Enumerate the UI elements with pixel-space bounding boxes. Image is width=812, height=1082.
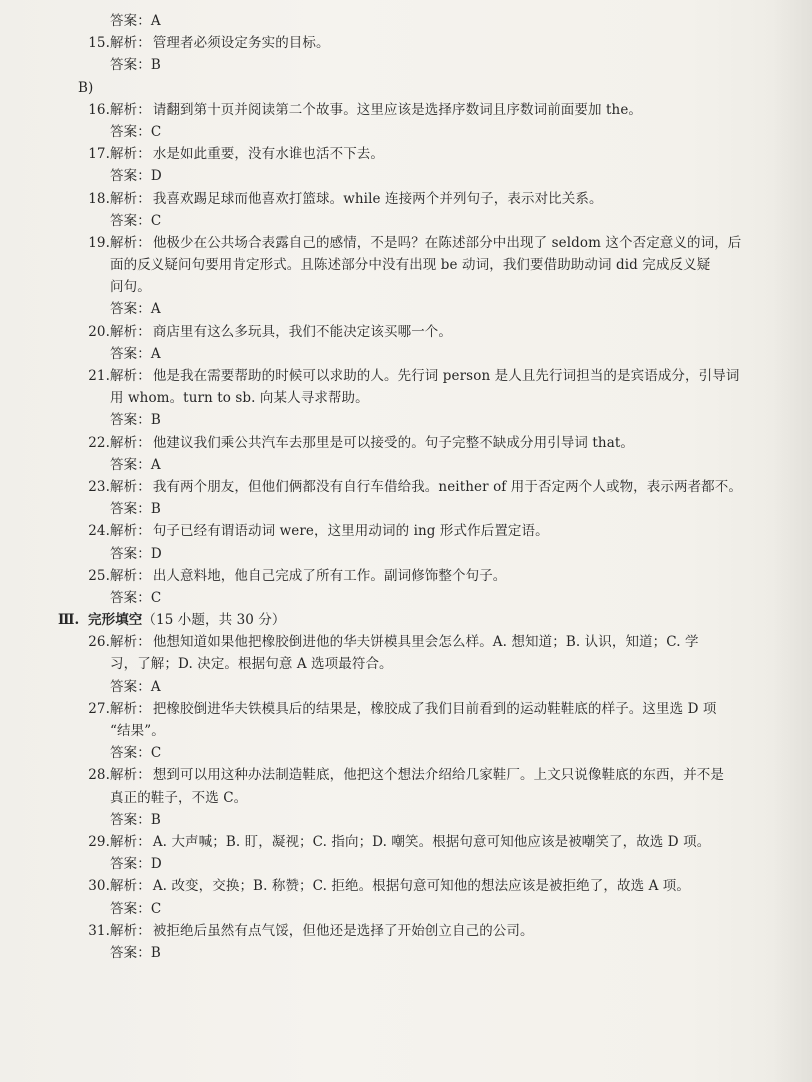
answer-value: A [150,301,161,318]
explanation-continuation [58,720,786,742]
explanation-label: 解析： [110,922,151,939]
explanation-continuation [58,787,786,809]
item-number: 30. [88,878,110,895]
explanation-line [58,631,786,653]
explanation-text: 把橡胶倒进华夫铁模具后的结果是，橡胶成了我们目前看到的运动鞋鞋底的样子。这里选 D 项 [152,700,717,717]
explanation-text: 请翻到第十页并阅读第二个故事。这里应该是选择序数词且序数词前面要加 the。 [152,101,643,118]
answer-line [58,409,786,431]
answer-label: 答案： [110,212,151,229]
answer-value: D [150,168,162,185]
explanation-text: 他极少在公共场合表露自己的感情，不是吗？在陈述部分中出现了 seldom 这个否定意义的词，后 [152,234,742,251]
explanation-line [58,920,786,942]
explanation-line [58,831,786,853]
answer-label: 答案： [110,123,151,140]
answer-label: 答案： [110,944,151,961]
answer-label: 答案： [110,57,151,74]
explanation-label: 解析： [110,634,151,651]
answer-line [58,587,786,609]
explanation-text: 他建议我们乘公共汽车去那里是可以接受的。句子完整不缺成分用引导词 that。 [152,434,634,451]
explanation-line [58,188,786,210]
explanation-text: A. 大声喊；B. 盯，凝视；C. 指向；D. 嘲笑。根据句意可知他应该是被嘲笑了，故选 D 项。 [152,833,711,850]
item-number: 24. [88,523,110,540]
answer-value: D [150,545,162,562]
answer-line [58,676,786,698]
item-number: 17. [88,146,110,163]
answer-label: 答案： [110,456,151,473]
answer-line [58,298,786,320]
continuation-text: 用 whom。turn to sb. 向某人寻求帮助。 [110,390,369,407]
continuation-text: 问句。 [110,279,151,296]
explanation-label: 解析： [110,35,151,52]
answer-label: 答案： [110,856,151,873]
answer-line [58,942,786,964]
explanation-label: 解析： [110,700,151,717]
explanation-label: 解析： [110,190,151,207]
explanation-continuation [58,276,786,298]
answer-value: B [150,57,161,74]
answer-label: 答案： [110,501,151,518]
explanation-label: 解析： [110,434,151,451]
explanation-text: 出人意料地，他自己完成了所有工作。副词修饰整个句子。 [152,567,507,584]
explanation-label: 解析： [110,368,151,384]
section-meta: （15 小题，共 30 分） [142,612,286,629]
item-number: 20. [88,323,110,340]
explanation-text: 他是我在需要帮助的时候可以求助的人。先行词 person 是人且先行词担当的是宾语成分，引导词 [152,368,740,384]
explanation-text: 我有两个朋友，但他们俩都没有自行车借给我。neither of 用于否定两个人或物，表示两者都不。 [152,478,742,495]
answer-line [58,853,786,875]
explanation-label: 解析： [110,523,151,540]
answer-line [58,454,786,476]
explanation-label: 解析： [110,833,151,850]
explanation-text: A. 改变，交换；B. 称赞；C. 拒绝。根据句意可知他的想法应该是被拒绝了，故选 A 项。 [152,878,691,895]
explanation-label: 解析： [110,567,151,584]
continuation-text: 习，了解；D. 决定。根据句意 A 选项最符合。 [110,656,393,673]
item-number: 19. [88,234,110,251]
item-number: 15. [88,35,110,52]
explanation-label: 解析： [110,146,151,163]
page-edge-shadow [772,0,812,1082]
item-number: 23. [88,478,110,495]
answer-value: A [150,345,161,362]
explanation-line [58,232,786,254]
explanation-continuation [58,653,786,675]
explanation-line [58,143,786,165]
explanation-text: 他想知道如果他把橡胶倒进他的华夫饼模具里会怎么样。A. 想知道；B. 认识，知道；C. 学 [152,634,699,651]
answer-line [58,10,786,32]
answer-value: C [150,123,162,140]
explanation-text: 管理者必须设定务实的目标。 [152,35,330,52]
explanation-text: 想到可以用这种办法制造鞋底，他把这个想法介绍给几家鞋厂。上文只说像鞋底的东西，并不是 [152,767,725,784]
explanation-line [58,698,786,720]
explanation-line [58,476,786,498]
answer-label: 答案： [110,301,151,318]
continuation-text: 真正的鞋子，不选 C。 [110,789,248,806]
answer-line [58,898,786,920]
answer-value: A [150,13,161,29]
section-number: Ⅲ. [58,612,80,629]
answer-label: 答案： [110,745,151,762]
answer-label: 答案： [110,811,151,828]
explanation-text: 水是如此重要，没有水谁也活不下去。 [152,146,385,163]
explanation-label: 解析： [110,101,151,118]
answer-line [58,809,786,831]
section-title: 完形填空 [88,612,143,629]
answer-value: B [150,811,161,828]
item-number: 29. [88,833,110,850]
answer-line [58,543,786,565]
item-number: 31. [88,922,110,939]
answer-line [58,210,786,232]
answer-value: C [150,745,162,762]
item-number: 27. [88,700,110,717]
answer-label: 答案： [110,589,151,606]
answer-line [58,742,786,764]
answer-line [58,121,786,143]
explanation-text: 商店里有这么多玩具，我们不能决定该买哪一个。 [152,323,453,340]
explanation-line [58,99,786,121]
answer-value: C [150,900,162,917]
answer-line [58,165,786,187]
answer-value: A [150,456,161,473]
explanation-continuation [58,387,786,409]
answer-value: B [150,944,161,961]
explanation-line [58,321,786,343]
section-heading [58,609,786,631]
explanation-line [58,875,786,897]
answer-line [58,498,786,520]
answer-label: 答案： [110,545,151,562]
explanation-continuation [58,254,786,276]
explanation-text: 句子已经有谓语动词 were，这里用动词的 ing 形式作后置定语。 [152,523,549,540]
explanation-label: 解析： [110,878,151,895]
answer-line [58,54,786,76]
answer-label: 答案： [110,168,151,185]
answer-value: C [150,589,162,606]
explanation-line [58,565,786,587]
item-number: 25. [88,567,110,584]
explanation-label: 解析： [110,478,151,495]
answer-value: B [150,501,161,518]
explanation-text: 我喜欢踢足球而他喜欢打篮球。while 连接两个并列句子，表示对比关系。 [152,190,603,207]
answer-key-content [58,10,786,964]
explanation-label: 解析： [110,323,151,340]
explanation-text: 被拒绝后虽然有点气馁，但他还是选择了开始创立自己的公司。 [152,922,534,939]
continuation-text: 面的反义疑问句要用肯定形式。且陈述部分中没有出现 be 动词，我们要借助助动词 did 完成反义疑 [110,257,711,274]
answer-label: 答案： [110,678,151,695]
answer-label: 答案： [110,900,151,917]
explanation-line [58,432,786,454]
part-marker-text: B) [78,79,94,96]
explanation-line [58,32,786,54]
part-marker [58,77,786,99]
answer-label: 答案： [110,412,151,429]
answer-value: C [150,212,162,229]
explanation-label: 解析： [110,767,151,784]
item-number: 16. [88,101,110,118]
answer-label: 答案： [110,345,151,362]
item-number: 28. [88,767,110,784]
explanation-label: 解析： [110,234,151,251]
explanation-line [58,365,786,387]
answer-line [58,343,786,365]
item-number: 21. [88,368,110,384]
continuation-text: “结果”。 [110,723,165,739]
explanation-line [58,764,786,786]
answer-value: A [150,678,161,695]
answer-value: D [150,856,162,873]
answer-label: 答案： [110,13,151,29]
item-number: 26. [88,634,110,651]
explanation-line [58,520,786,542]
answer-value: B [150,412,161,429]
item-number: 18. [88,190,110,207]
item-number: 22. [88,434,110,451]
